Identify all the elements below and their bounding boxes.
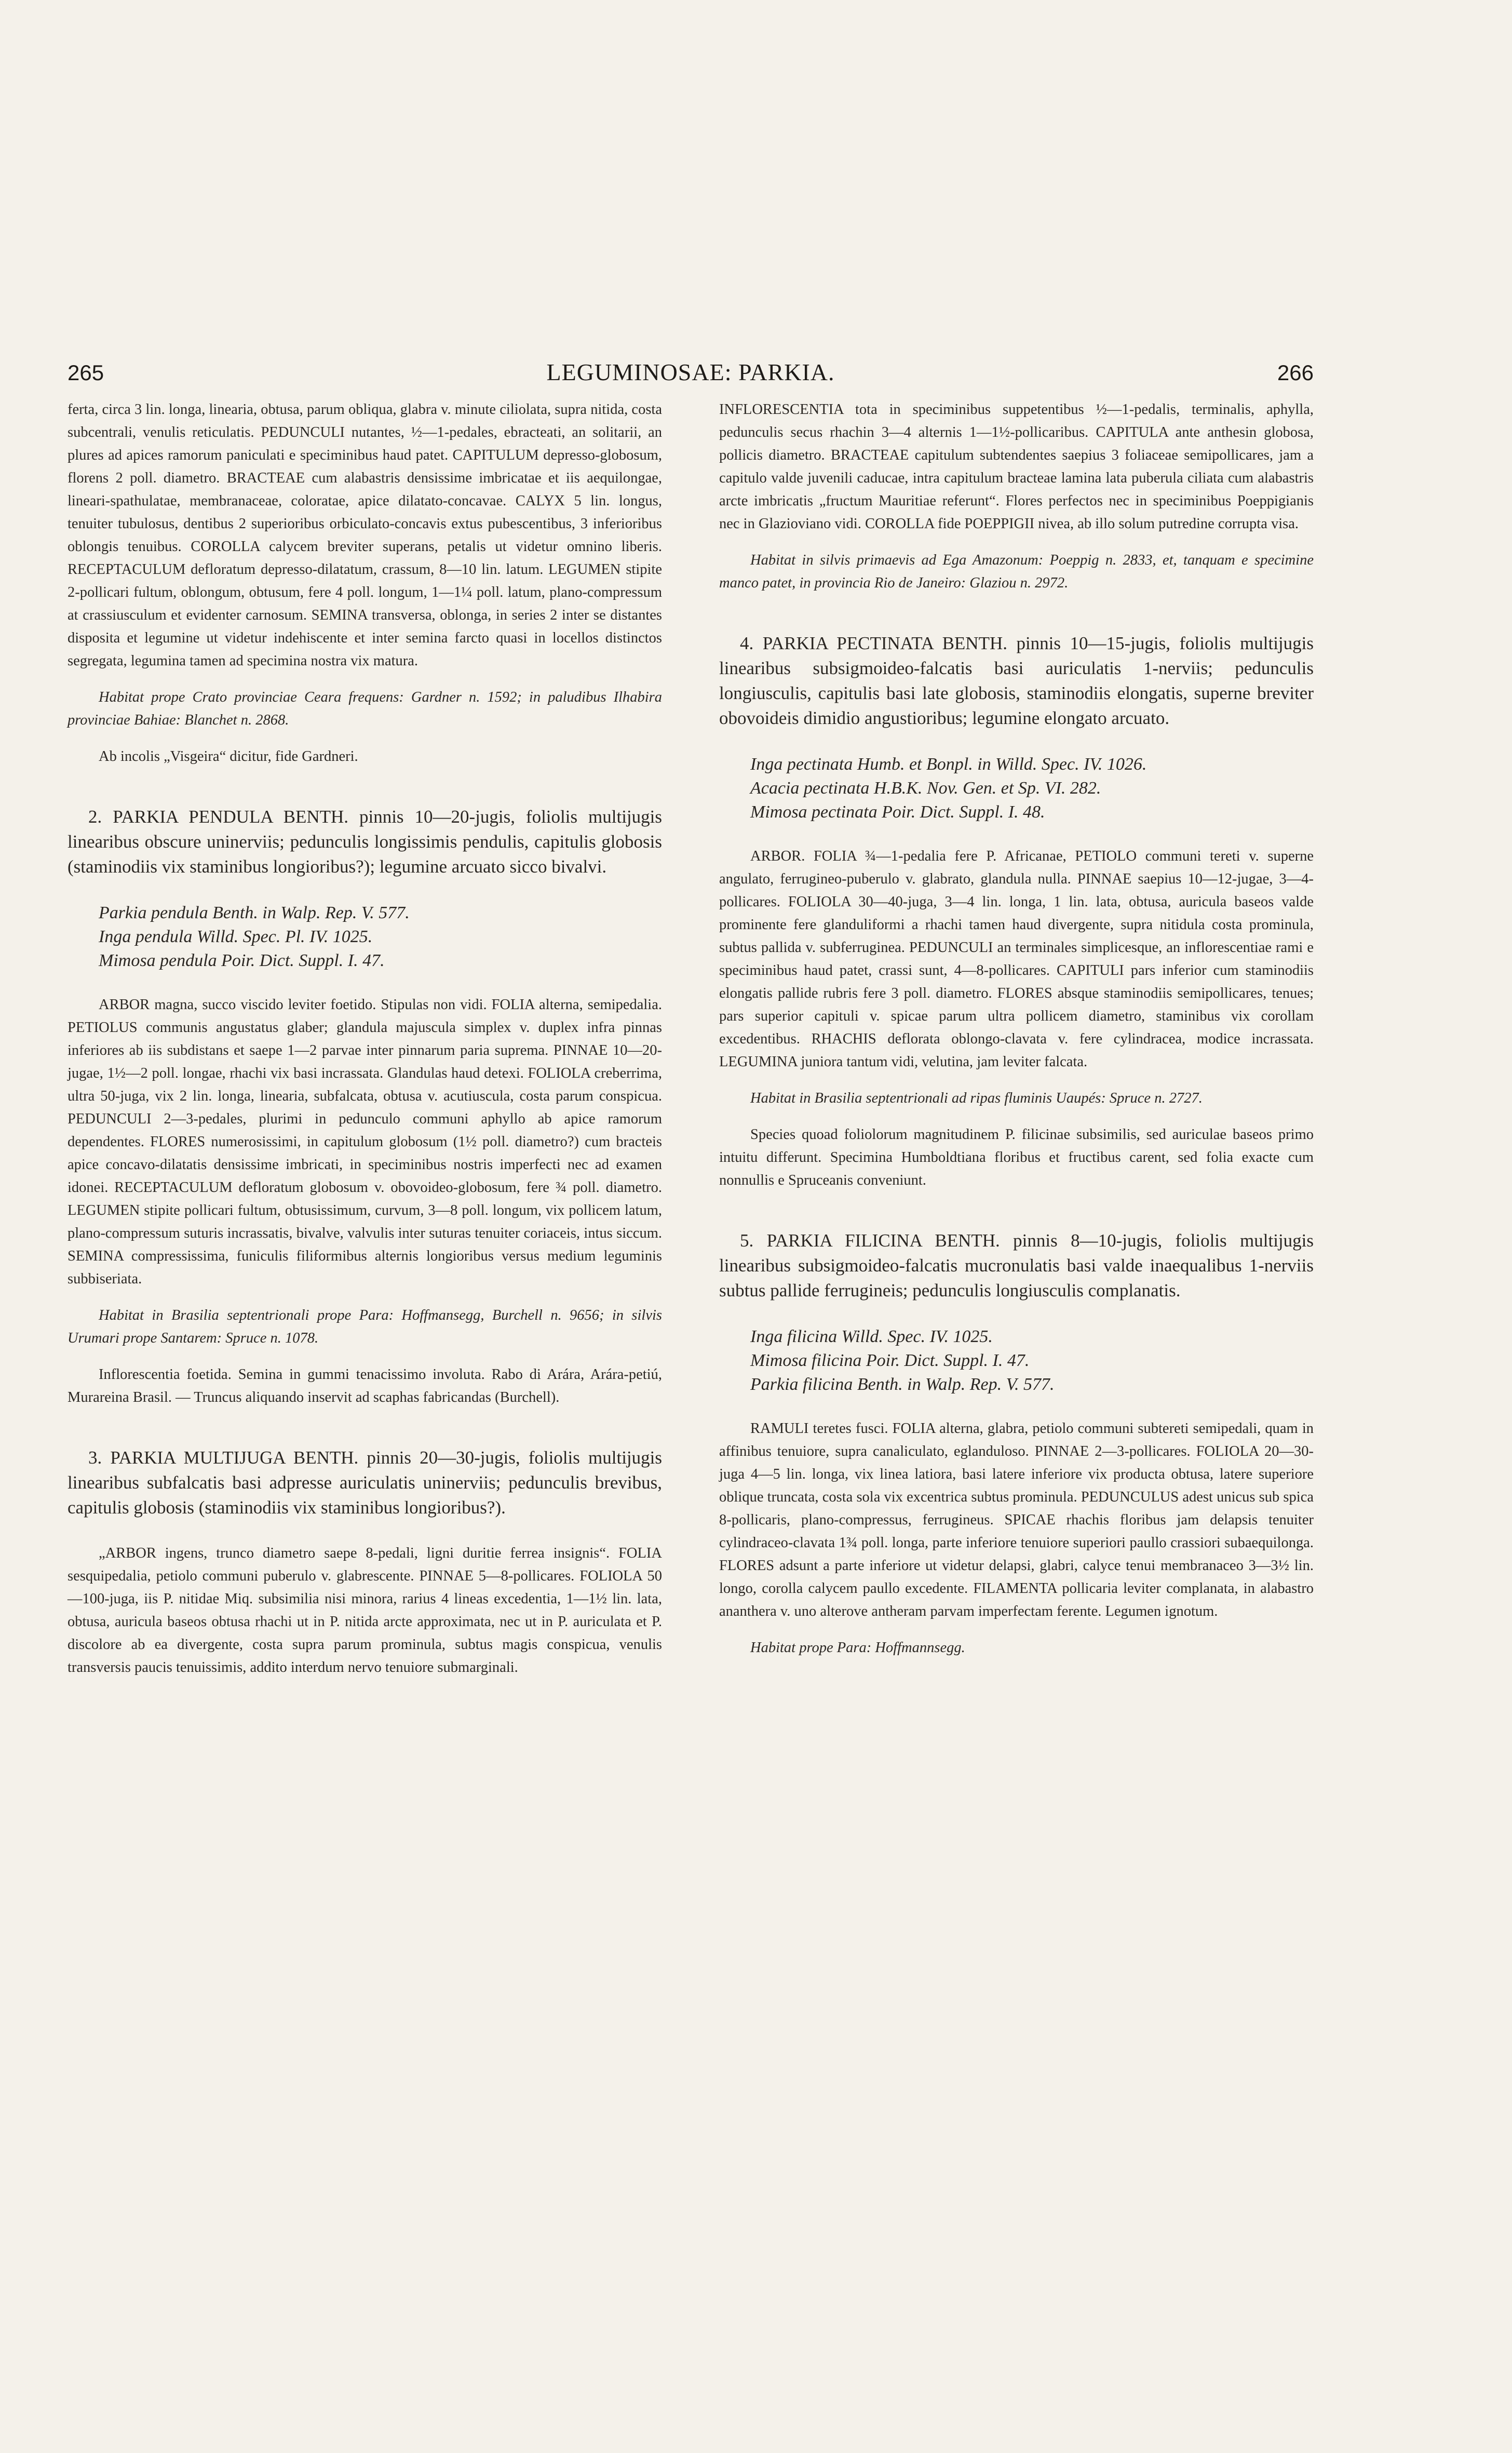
description-2: ARBOR magna, succo viscido leviter foetido. Stipulas non vidi. FOLIA alterna, semipedalia. PETIOLUS communis angustatus glaber; glandula majuscula simplex v. duplex infra pinnas inferiores ab iis subdistans et saepe 1—2 parvae inter pinnarum paria suprema. PINNAE 10—20-jugae, 1½—2 poll. longae, rhachi vix basi incrassata. Glandulas haud detexi. FOLIOLA creberrima, ultra 50-juga, vix 2 lin. longa, linearia, subfalcata, obtusa v. acutiuscula, costa parum conspicua. PEDUNCULI 2—3-pedales, plurimi in pedunculo communi aphyllo ab apice ramorum dependentes. FLORES numerosissimi, in capitulum globosum (1½ poll. diametro?) cum bracteis apice concavo-dilatatis densissime imbricati, in speciminibus nostris imperfecti nec ad examen idonei. RECEPTACULUM defloratum globosum v. obovoideo-globosum, fere ¾ poll. diametro. LEGUMEN stipite pollicari fultum, obtusissimum, curvum, 3—8 poll. longum, vix pollicem latum, plano-compressum suturis incrassatis, bivalve, valvulis inter suturas tenuiter coriaceis, intus siccum. SEMINA compressissima, funiculis filiformibus alternis longioribus versus medium leguminis subbiseriata. [68, 997, 662, 1287]
synonym: Inga pectinata Humb. et Bonpl. in Willd. Spec. IV. 1026. [750, 755, 1147, 774]
synonym: Parkia filicina Benth. in Walp. Rep. V. 577. [750, 1375, 1055, 1394]
habitat-paragraph-4: Habitat in Brasilia septentrionali ad ripas fluminis Uaupés: Spruce n. 2727. [750, 1090, 1203, 1106]
note-4: Species quoad foliolorum magnitudinem P. filicinae subsimilis, sed auriculae baseos primo intuitu differunt. Specimina Humboldtiana floribus et fructibus carent, sed folia exacte cum nonnullis e Spruceanis conveniunt. [719, 1127, 1314, 1188]
species-heading-2: 2. PARKIA PENDULA BENTH. pinnis 10—20-jugis, foliolis multijugis linearibus obscure uninerviis; pedunculis longissimis pendulis, capitulis globosis (staminodiis vix staminibus longioribus?); legumine arcuato sicco bivalvi. [68, 807, 662, 877]
page-number-right: 266 [1277, 360, 1314, 385]
synonym: Parkia pendula Benth. in Walp. Rep. V. 577. [99, 903, 410, 922]
left-intro-paragraph: ferta, circa 3 lin. longa, linearia, obtusa, parum obliqua, glabra v. minute ciliolata, supra nitida, costa subcentrali, venulis reticulatis. PEDUNCULI nutantes, ½—1-pedales, ebracteati, an solitarii, an plures ad apices ramorum paniculati e speciminibus haud patet. CAPITULUM depresso-globosum, florens 2 poll. diametro. BRACTEAE cum alabastris densissime imbricatae et iis aequilongae, lineari-spathulatae, membranaceae, coloratae, apice dilatato-concavae. CALYX 5 lin. longus, tenuiter tubulosus, dentibus 2 superioribus orbiculato-concavis extus pubescentibus, 3 inferioribus oblongis tenuibus. COROLLA calycem breviter superans, petalis ut videtur omnino liberis. RECEPTACULUM defloratum depresso-dilatatum, crassum, 8—10 lin. latum. LEGUMEN stipite 2-pollicari fultum, oblongum, obtusum, fere 4 poll. longum, 1—1¼ poll. latum, plano-compressum at crassiusculum et evidenter carnosum. SEMINA transversa, oblonga, in series 2 inter se distantes disposita et legumine ut videtur indehiscente et inter semina farcto quasi in locellos distinctos segregata, legumina tamen ad specimina nostra vix matura. [68, 401, 662, 669]
synonym: Inga filicina Willd. Spec. IV. 1025. [750, 1327, 993, 1346]
species-heading-4: 4. PARKIA PECTINATA BENTH. pinnis 10—15-jugis, foliolis multijugis linearibus subsigmoideo-falcatis basi auriculatis 1-nerviis; pedunculis longiusculis, capitulis basi late globosis, staminodiis elongatis, superne breviter obovoideis dimidio angustioribus; legumine elongato arcuato. [719, 633, 1314, 728]
vernacular-note: Ab incolis „Visgeira“ dicitur, fide Gardneri. [99, 748, 358, 765]
habitat-paragraph-1: Habitat prope Crato provinciae Ceara frequens: Gardner n. 1592; in paludibus Ilhabira provinciae Bahiae: Blanchet n. 2868. [68, 689, 662, 728]
note-2: Inflorescentia foetida. Semina in gummi tenacissimo involuta. Rabo di Arára, Arára-petiú, Murareina Brasil. — Truncus aliquando inservit ad scaphas fabricandas (Burchell). [68, 1366, 662, 1405]
habitat-paragraph-2: Habitat in Brasilia septentrionali prope Para: Hoffmansegg, Burchell n. 9656; in silvis Urumari prope Santarem: Spruce n. 1078. [68, 1307, 662, 1346]
description-3: „ARBOR ingens, trunco diametro saepe 8-pedali, ligni duritie ferrea insignis“. FOLIA sesquipedalia, petiolo communi puberulo v. glabrescente. PINNAE 5—8-pollicares. FOLIOLA 50—100-juga, iis P. nitidae Miq. subsimilia nisi minora, rarius 4 lineas excedentia, 1—1½ lin. lata, obtusa, auricula baseos obtusa rhachi ut in P. nitida arcte approximata, nec ut in P. auriculata et P. discolore ab ea divergente, costa supra parum prominula, subtus magis conspicua, venulis transversis paucis tenuissimis, addito interdum nervo tenuiore submarginali. [68, 1545, 662, 1675]
right-intro-paragraph: INFLORESCENTIA tota in speciminibus suppetentibus ½—1-pedalis, terminalis, aphylla, pedunculis secus rhachin 3—4 alternis 1—1½-pollicaribus. CAPITULA ante anthesin globosa, pollicis diametro. BRACTEAE capitulum subtendentes saepius 3 foliaceae semipollicares, jam a capitulo valde juvenili caducae, intra capitulum bracteae lamina lata puberula ciliata cum alabastris arcte imbricatis „fructum Mauritiae referunt“. Flores perfectos nec in speciminibus Poeppigianis nec in Glazioviano vidi. COROLLA fide POEPPIGII nivea, ab illo solum putredine corrupta visa. [719, 401, 1314, 532]
synonym: Acacia pectinata H.B.K. Nov. Gen. et Sp. VI. 282. [750, 779, 1101, 798]
synonyms-5 [719, 1325, 1314, 1397]
synonyms-2 [68, 901, 662, 973]
page [68, 358, 1314, 1684]
synonym: Inga pendula Willd. Spec. Pl. IV. 1025. [99, 927, 373, 946]
habitat-paragraph-3: Habitat in silvis primaevis ad Ega Amazonum: Poeppig n. 2833, et, tanquam e specimine manco patet, in provincia Rio de Janeiro: Glaziou n. 2972. [719, 552, 1314, 591]
description-4: ARBOR. FOLIA ¾—1-pedalia fere P. Africanae, PETIOLO communi tereti v. superne angulato, ferrugineo-puberulo v. glabrato, glandula nulla. PINNAE saepius 10—12-jugae, 3—4-pollicares. FOLIOLA 30—40-juga, 3—4 lin. longa, 1 lin. lata, obtusa, auricula baseos valde prominente fere glanduliformi a rhachi tamen haud divergente, supra nitidula costa prominula, subtus pallida v. subferruginea. PEDUNCULI an terminales simplicesque, an inflorescentiae rami e speciminibus haud patet, crassi sunt, 4—8-pollicares. CAPITULI pars inferior cum staminodiis elongatis pallide rubris fere 3 poll. diametro. FLORES absque staminodiis semipollicares, tenues; pars superior capituli v. spicae parum ultra pollicem diametro, staminibus vix corollam excedentibus. RHACHIS deflorata oblongo-clavata v. fere cylindracea, modice incrassata. LEGUMINA juniora tantum vidi, velutina, jam leviter falcata. [719, 848, 1314, 1070]
running-title: LEGUMINOSAE: PARKIA. [546, 359, 835, 385]
page-number-left: 265 [68, 360, 104, 385]
synonym: Mimosa pendula Poir. Dict. Suppl. I. 47. [99, 951, 385, 970]
two-columns [68, 398, 1314, 1684]
species-heading-3: 3. PARKIA MULTIJUGA BENTH. pinnis 20—30-jugis, foliolis multijugis linearibus subfalcatis basi adpresse auriculatis uninerviis; pedunculis brevibus, capitulis globosis (staminodiis vix staminibus longioribus?). [68, 1447, 662, 1518]
species-heading-5: 5. PARKIA FILICINA BENTH. pinnis 8—10-jugis, foliolis multijugis linearibus subsigmoideo-falcatis mucronulatis basi valde inaequalibus 1-nerviis subtus pallide ferrugineis; pedunculis longiusculis complanatis. [719, 1230, 1314, 1301]
synonym: Mimosa filicina Poir. Dict. Suppl. I. 47. [750, 1351, 1030, 1370]
description-5: RAMULI teretes fusci. FOLIA alterna, glabra, petiolo communi subtereti semipedali, quam in affinibus tenuiore, supra canaliculato, eglanduloso. PINNAE 2—3-pollicares. FOLIOLA 20—30-juga 4—5 lin. longa, vix linea latiora, basi latere inferiore vix producta obtusa, latere superiore oblique truncata, costa sola vix excentrica subtus prominula. PEDUNCULUS adest unicus sub spica 8-pollicaris, plano-compressus, ferrugineus. SPICAE rhachis floribus jam delapsis tenuiter cylindraceo-clavata 1¾ poll. longa, parte inferiore tenuiore superiori paullo crassiori subaequilonga. FLORES adsunt a parte inferiore ut videtur delapsi, glabri, calyce tenui membranaceo 3—3½ lin. longo, corolla calycem paullo excedente. FILAMENTA pollicaria leviter complanata, in alabastro ananthera v. uno alterove antheram parvam imperfectam ferente. Legumen ignotum. [719, 1420, 1314, 1619]
page-header [68, 358, 1314, 386]
habitat-paragraph-5: Habitat prope Para: Hoffmannsegg. [750, 1640, 965, 1656]
left-column [68, 398, 662, 1684]
right-column [719, 398, 1314, 1684]
synonym: Mimosa pectinata Poir. Dict. Suppl. I. 48. [750, 802, 1045, 822]
synonyms-4 [719, 753, 1314, 824]
